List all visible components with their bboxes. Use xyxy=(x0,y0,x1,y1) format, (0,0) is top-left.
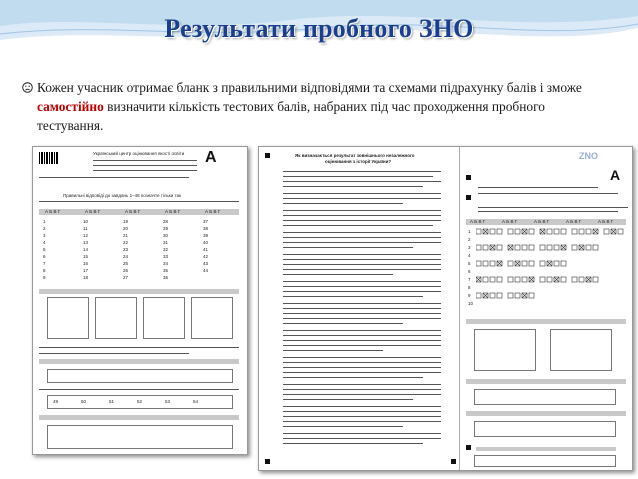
slide-title: Результати пробного ЗНО xyxy=(164,14,474,43)
instructions-heading-2: оцінювання з історії України? xyxy=(325,159,392,164)
barcode-icon xyxy=(39,152,59,164)
variant-letter-right: A xyxy=(610,167,621,183)
bullet-text-end: визначити кількість тестових балів, набраних під час проходження пробного тестування. xyxy=(37,99,545,133)
instructions-heading-1: Як визначається результат зовнішнього незалежного xyxy=(295,153,415,158)
sheet-header: Український центр оцінювання якості освіти xyxy=(93,151,185,156)
bullet-emphasis: самостійно xyxy=(37,99,104,114)
watermark-logo: ZNO xyxy=(579,151,598,161)
sad-face-icon xyxy=(22,82,33,93)
answer-grid-page: ZNO A А Б В Г А Б В Г А Б В Г А Б В Г А Б В Г 1 2 3 4 5 6 7 8 9 10 xyxy=(459,147,633,470)
answer-grid-marks xyxy=(476,227,626,311)
section-label: Правильні відповіді до завдань 1–48 позначте тільки так xyxy=(63,193,182,198)
variant-letter: A xyxy=(205,149,217,166)
bullet-text-start: Кожен учасник отримає бланк з правильними відповідями та схемами підрахунку балів і зможе xyxy=(37,80,582,95)
answer-sheet-image-left: Український центр оцінювання якості освіти A Правильні відповіді до завдань 1–48 позначте тільки так А Б В Г А Б В Г А Б В Г А Б В Г А Б В Г 1 2 3 4 5 6 7 8 9 10 11 12 13 14 15 16 17 18 19 20 21 22 23 24 25 26 27 28 29 30 31 32 33 34 35 36 37 38 39 40 41 42 43 44 49 50 51 52 53 54 xyxy=(32,146,248,455)
answer-sheet-image-right xyxy=(258,146,633,471)
bullet-paragraph xyxy=(22,78,612,135)
